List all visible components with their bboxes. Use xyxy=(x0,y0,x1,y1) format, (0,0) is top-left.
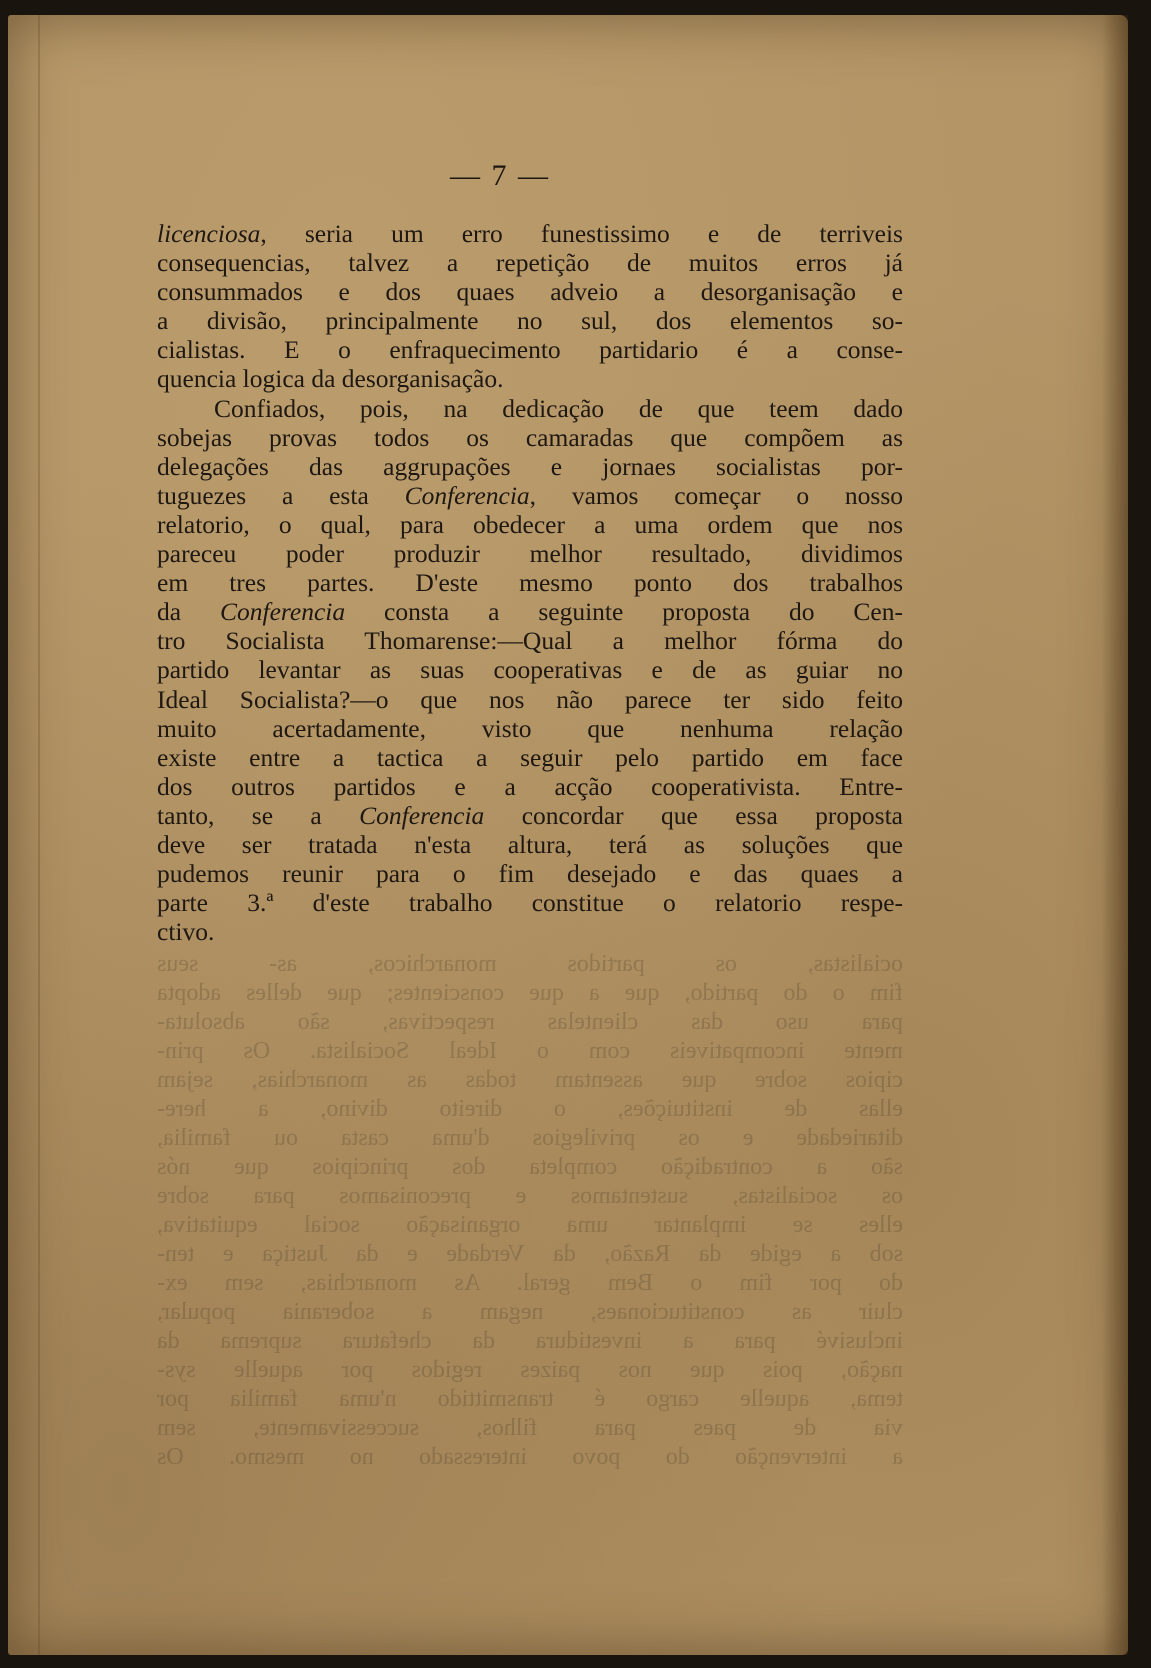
text-line: existe entre a tactica a seguir pelo partido em face xyxy=(157,742,903,772)
text-line: quencia logica da desorganisação. xyxy=(157,364,504,394)
text-line xyxy=(157,801,903,830)
text-line xyxy=(157,481,903,510)
page-number: — 7 — xyxy=(450,159,550,192)
text-line: consummados e dos quaes adveio a desorganisação e xyxy=(157,277,903,307)
text-line: consequencias, talvez a repetição de muitos erros já xyxy=(157,248,903,278)
text-line: delegações das aggrupações e jornaes socialistas por- xyxy=(157,451,903,481)
italic-word: Conferencia xyxy=(359,800,485,830)
text-line: a divisão, principalmente no sul, dos elementos so- xyxy=(157,306,903,336)
text-span: consta a seguinte proposta do Cen- xyxy=(345,597,903,627)
text-span: concordar que essa proposta xyxy=(484,800,903,830)
text-line: deve ser tratada n'esta altura, terá as soluções que xyxy=(157,829,903,859)
text-line: pudemos reunir para o fim desejado e das quaes a xyxy=(157,859,903,889)
body-text xyxy=(157,219,903,946)
text-line: Ideal Socialista?—o que nos não parece ter sido feito xyxy=(157,684,903,714)
text-line: dos outros partidos e a acção cooperativista. Entre- xyxy=(157,771,903,801)
text-line: em tres partes. D'este mesmo ponto dos trabalhos xyxy=(157,568,903,598)
text-line: muito acertadamente, visto que nenhuma relação xyxy=(157,713,903,743)
text-span: da xyxy=(157,597,220,627)
text-span: , vamos começar o nosso xyxy=(529,480,903,510)
text-span: , seria um erro funestissimo e de terriveis xyxy=(260,219,903,248)
text-line xyxy=(157,219,903,248)
text-line xyxy=(157,597,903,626)
text-line: relatorio, o qual, para obedecer a uma ordem que nos xyxy=(157,509,903,539)
page-edge-shadow xyxy=(1102,15,1128,1655)
italic-word: Conferencia xyxy=(220,597,346,627)
text-span: tanto, se a xyxy=(157,800,360,830)
text-line: cialistas. E o enfraquecimento partidario é a conse- xyxy=(157,335,903,365)
bleed-through-text: ocialistas, os partidos monarchicos, as- seus fim o do partido, que a que conscientes; que delles adopta para uso das clientelas respectivas, são absoluta- mente incompativeis com o Ideal Socialista. Os prin- cipios sobre que assentam todas as monarchias, sejam ellas de instituições, o direito divino, a here- ditariedade e os privilegios d'uma casta ou familia, são a contradição completa dos principios que nós os socialistas, sustentamos e preconisamos para sobre elles se implantar uma organisação social equitativa, sob a egide da Razão, da Verdade e da Justiça e ten- do por fim o Bem geral. As monarchias, sem ex- cluir as constitucionaes, negam a soberania popular, inclusivé para a investidura da chefatura suprema da nação, pois que nos paizes regidos por aquelle sys- tema, aquelle cargo é transmittido n'uma familia por via de paes para filhos, successivamente, sem a intervenção do povo interessado no mesmo. Os xyxy=(157,951,903,1470)
document-page xyxy=(8,15,1128,1655)
text-line: ctivo. xyxy=(157,917,215,947)
text-line: parte 3.ª d'este trabalho constitue o relatorio respe- xyxy=(157,888,903,918)
italic-word: licenciosa xyxy=(157,219,261,248)
italic-word: Conferencia xyxy=(404,480,530,510)
text-span: tuguezes a esta xyxy=(157,480,405,510)
page-fold-line xyxy=(38,15,40,1655)
text-line: pareceu poder produzir melhor resultado, dividimos xyxy=(157,539,903,569)
text-line: sobejas provas todos os camaradas que compõem as xyxy=(157,422,903,452)
text-line: tro Socialista Thomarense:—Qual a melhor fórma do xyxy=(157,626,903,656)
text-line: Confiados, pois, na dedicação de que teem dado xyxy=(214,393,903,423)
text-line: partido levantar as suas cooperativas e de as guiar no xyxy=(157,655,903,685)
